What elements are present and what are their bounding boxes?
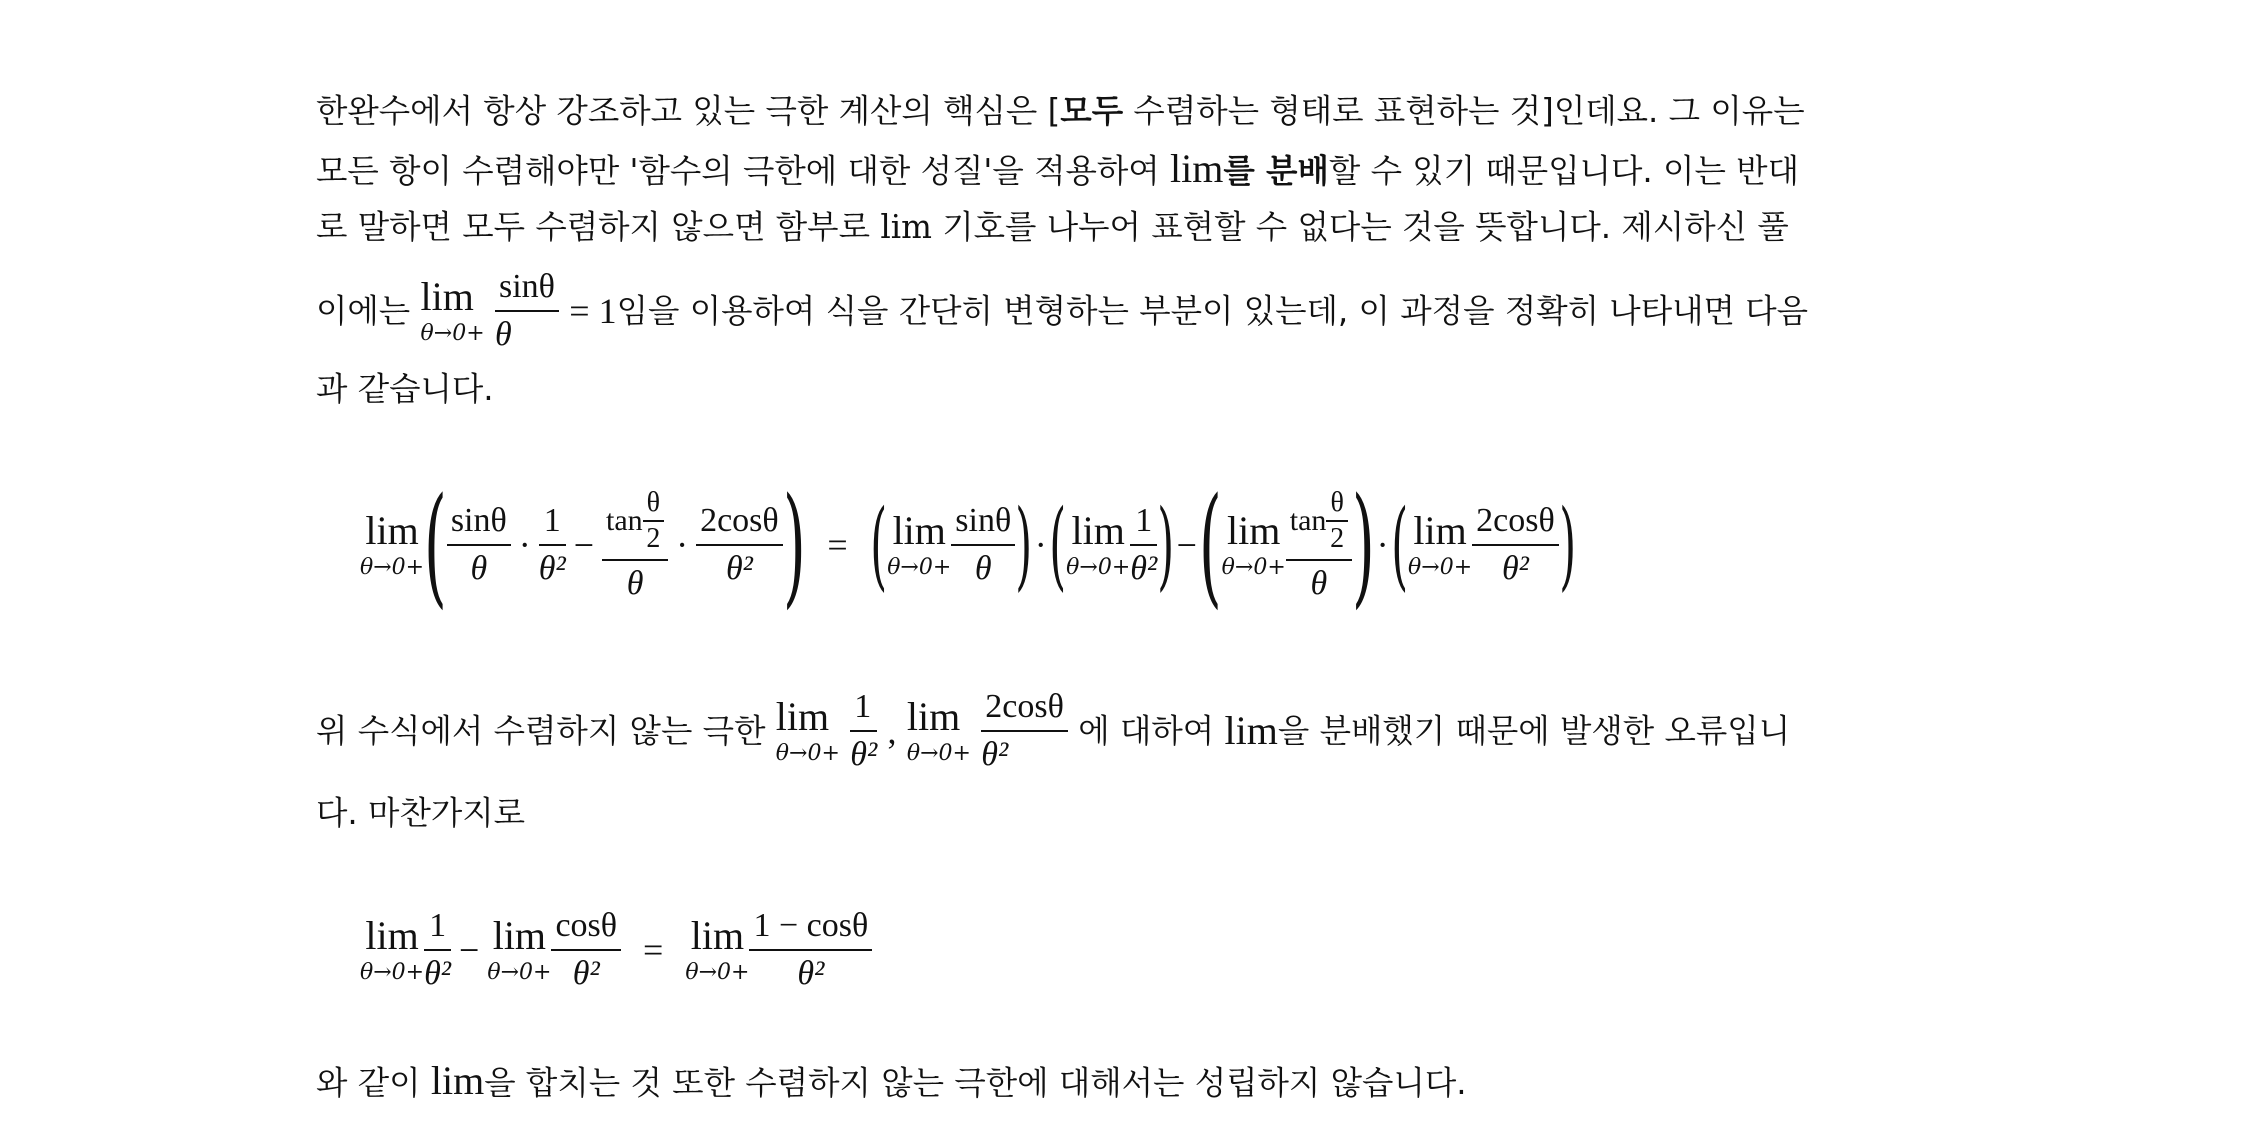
fraction — [447, 504, 511, 586]
inline-limit — [420, 274, 485, 346]
text-line — [316, 360, 1944, 418]
math-text: 1 — [1130, 504, 1157, 546]
display-equation-1: lim θ→0+ ( $\frac{\sin\theta}{\theta}$ · $\frac{1}{\text{θ²}}$ − tan $\frac{\theta}{2}$ θ · $\frac{2\cos\theta}{\text{θ²}}$ ) = ( lim θ→0+ $\frac{\sin\theta}{\theta}$ ) · ( lim θ→0+ $\frac{1}{\text{θ²}}$ ) − ( lim θ→0+ tan $\frac{\theta}{2}$ θ ) · ( lim θ→0+ $\frac{2\cos\theta}{\text{θ²}}$ ) — [360, 469, 1576, 621]
equals-one: = 1 — [569, 291, 617, 331]
math-text: 2cosθ — [696, 504, 783, 546]
math-text: lim — [492, 913, 547, 958]
math-text: θ — [494, 316, 512, 353]
math-text: cosθ — [551, 909, 621, 951]
math-text: θ→0+ — [1408, 555, 1473, 580]
math-text: lim — [420, 274, 474, 319]
limit — [360, 508, 425, 580]
math-text: θ² — [725, 550, 753, 587]
math-text: θ² — [981, 736, 1009, 773]
math-text: 위 수식에서 수렴하지 않는 극한 — [316, 712, 776, 750]
math-text: = — [827, 525, 848, 565]
fraction — [551, 909, 621, 991]
fraction — [1472, 504, 1559, 586]
math-text: lim — [365, 508, 419, 553]
math-text: 과 같습니다. — [316, 370, 494, 408]
right-paren: ) — [782, 469, 806, 621]
text-line — [316, 140, 1944, 198]
text-line — [316, 82, 1944, 140]
math-text: θ→0+ — [685, 960, 750, 985]
math-text: lim — [1413, 508, 1467, 553]
math-text: sinθ — [447, 504, 511, 546]
math-text: · — [1034, 525, 1047, 565]
fraction — [749, 909, 872, 991]
math-text: 2 — [1330, 523, 1345, 554]
math-text: 수렴하는 형태로 표현하는 것]인데요. 그 이유는 — [1123, 92, 1805, 130]
math-text: lim — [775, 694, 830, 739]
math-text: θ² — [572, 955, 600, 992]
paragraph-error — [316, 690, 1944, 842]
math-text: θ — [643, 489, 664, 522]
math-text: θ² — [850, 736, 878, 773]
math-text: sinθ — [495, 270, 559, 312]
math-text: θ² — [1501, 550, 1529, 587]
math-text: θ→0+ — [1066, 555, 1131, 580]
math-text: θ→0+ — [360, 555, 425, 580]
math-text: tan — [1289, 504, 1327, 537]
fraction — [1130, 504, 1157, 586]
limit — [1221, 508, 1286, 580]
math-text: θ² — [424, 955, 452, 992]
math-text: = — [643, 930, 664, 970]
math-text: tan — [606, 504, 643, 537]
text-line — [316, 198, 1944, 256]
paragraph-intro — [316, 82, 1944, 418]
math-text: 할 수 있기 때문입니다. 이는 반대 — [1328, 152, 1799, 190]
math-text: − — [459, 930, 480, 970]
math-text: · — [1376, 525, 1389, 565]
limit — [1066, 508, 1131, 580]
lim-symbol: lim — [1170, 146, 1224, 191]
math-text: 을 분배했기 때문에 발생한 오류입니 — [1277, 712, 1791, 750]
math-text: lim — [1227, 508, 1281, 553]
math-text: sinθ — [951, 504, 1015, 546]
text-line-with-math — [316, 270, 1944, 360]
math-text: θ² — [538, 550, 566, 587]
bold-text: 모두 — [1060, 92, 1124, 130]
math-text: 2cosθ — [981, 690, 1068, 732]
paragraph-conclusion — [316, 1052, 1944, 1110]
display-equation-2 — [360, 890, 1060, 1010]
fraction-tan-half — [1286, 489, 1352, 601]
math-text: θ→0+ — [887, 555, 952, 580]
math-text: 1 — [850, 690, 877, 732]
fraction-tan-half — [602, 489, 668, 601]
math-text: 을 합치는 것 또한 수렴하지 않는 극한에 대해서는 성립하지 않습니다. — [484, 1064, 1467, 1102]
fraction-sin-over-theta — [495, 270, 559, 352]
math-text: θ→0+ — [1221, 555, 1286, 580]
limit — [887, 508, 952, 580]
math-text: lim — [690, 913, 745, 958]
math-text: 기호를 나누어 표현할 수 없다는 것을 뜻합니다. 제시하신 풀 — [931, 208, 1789, 246]
math-text: lim — [1071, 508, 1125, 553]
math-text: θ — [974, 550, 992, 587]
math-text: θ→0+ — [360, 960, 425, 985]
limit — [685, 913, 750, 985]
lim-symbol: lim — [880, 208, 932, 246]
math-text: 1 — [424, 909, 451, 951]
math-text: θ² — [797, 955, 825, 992]
text-line-with-math — [316, 690, 1944, 774]
math-text: θ→0+ — [487, 960, 552, 985]
inline-limit — [775, 694, 840, 766]
math-text: 다. 마찬가지로 — [316, 794, 526, 832]
math-text: 1 − cosθ — [749, 909, 872, 951]
math-text: θ — [626, 565, 644, 602]
fraction-2cos-over-theta2 — [981, 690, 1068, 772]
math-text: 로 말하면 모두 수렴하지 않으면 함부로 — [316, 208, 881, 246]
math-text: θ→0+ — [420, 321, 485, 346]
math-text: θ — [1310, 565, 1328, 602]
math-text: 와 같이 — [316, 1064, 431, 1102]
math-text: lim — [892, 508, 946, 553]
bold-text: 를 분배 — [1223, 152, 1329, 190]
math-text: θ→0+ — [775, 741, 840, 766]
math-text: 한완수에서 항상 강조하고 있는 극한 계산의 핵심은 [ — [316, 92, 1061, 130]
text-line — [316, 1052, 1944, 1110]
lim-symbol: lim — [430, 1058, 485, 1103]
left-paren: ( — [424, 469, 447, 621]
math-text: · — [518, 525, 531, 565]
math-text: θ — [470, 550, 488, 587]
fraction — [539, 504, 566, 586]
math-text: lim — [365, 913, 419, 958]
math-text: lim — [906, 694, 961, 739]
math-text: θ — [1326, 489, 1347, 522]
math-text: 임을 이용하여 식을 간단히 변형하는 부분이 있는데, 이 과정을 정확히 나타내면 다음 — [616, 292, 1809, 330]
math-text: − — [573, 525, 595, 565]
limit — [1408, 508, 1473, 580]
math-text: − — [1176, 525, 1197, 565]
math-text: 1 — [539, 504, 566, 546]
fraction — [696, 504, 783, 586]
math-text: · — [676, 525, 689, 565]
math-text: θ→0+ — [906, 741, 971, 766]
limit — [360, 913, 425, 985]
text-line — [316, 784, 1944, 842]
fraction — [424, 909, 451, 991]
lim-symbol: lim — [1224, 708, 1278, 753]
math-text: 2 — [646, 523, 661, 554]
math-text: θ² — [1130, 550, 1158, 587]
math-text: 2cosθ — [1472, 504, 1559, 546]
math-text: 모든 항이 수렴해야만 '함수의 극한에 대한 성질'을 적용하여 — [316, 152, 1170, 190]
inline-limit — [906, 694, 971, 766]
fraction-one-over-theta2 — [850, 690, 877, 772]
math-text: 이에는 — [316, 292, 421, 330]
limit — [487, 913, 552, 985]
math-text: 에 대하여 — [1078, 712, 1225, 750]
fraction — [951, 504, 1015, 586]
math-text: , — [887, 711, 897, 751]
